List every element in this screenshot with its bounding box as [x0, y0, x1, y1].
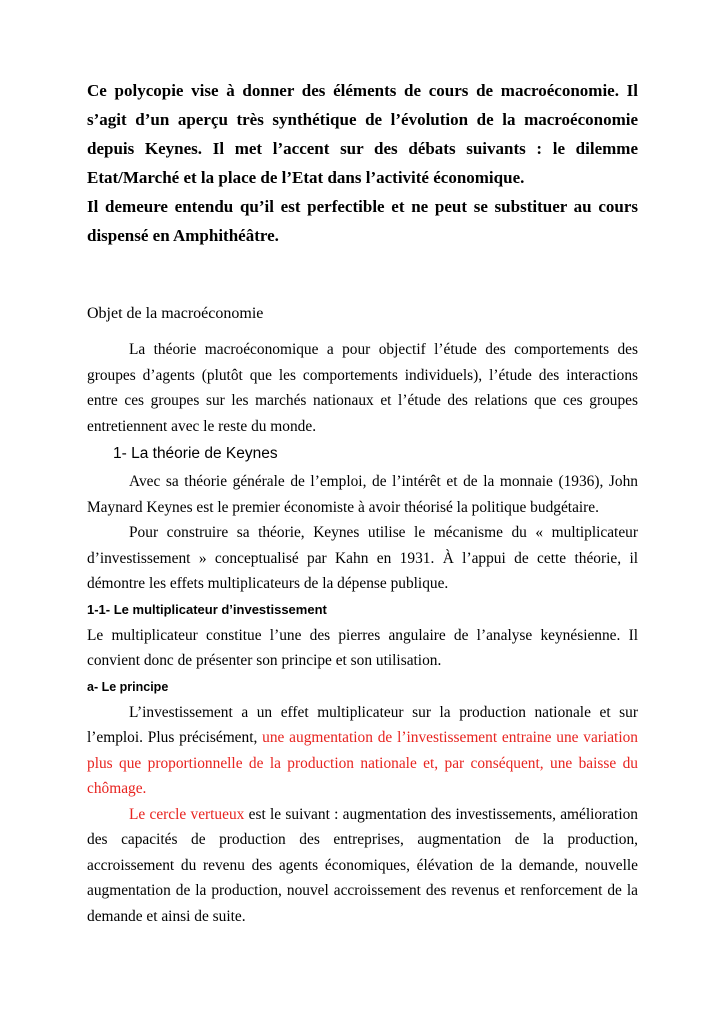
intro-paragraph-1: Ce polycopie vise à donner des éléments de cours de macroéconomie. Il s’agit d’un aperçu très synthétique de l’évolution de la macroéconomie depuis Keynes. Il met l’accent sur des débats suivants : le dilemme Etat/Marché et la place de l’Etat dans l’activité économique. [87, 81, 638, 187]
keynes-paragraph-2: Pour construire sa théorie, Keynes utilise le mécanisme du « multiplicateur d’investissement » conceptualisé par Kahn en 1931. À l’appui de cette théorie, il démontre les effets multiplicateurs de la dépense publique. [87, 524, 638, 592]
heading-multiplicateur: 1-1- Le multiplicateur d’investissement [87, 601, 327, 617]
objet-paragraph: La théorie macroéconomique a pour objectif l’étude des comportements des groupes d’agents (plutôt que les comportements individuels), l’étude des interactions entre ces groupes sur les marchés nationaux et l’étude des relations que ces groupes entretiennent avec le reste du monde. [87, 341, 638, 435]
principe-highlight-text: une augmentation de l’investissement entraine une variation plus que proportionnelle de la production nationale et, par conséquent, une baisse du chômage. [87, 729, 638, 797]
section-title-objet: Objet de la macroéconomie [87, 305, 264, 322]
intro-block [87, 76, 638, 250]
cercle-vertueux-highlight: Le cercle vertueux [129, 805, 245, 823]
principe-paragraph-1 [87, 700, 638, 802]
multiplicateur-paragraph: Le multiplicateur constitue l’une des pierres angulaire de l’analyse keynésienne. Il convient donc de présenter son principe et son utilisation. [87, 626, 638, 669]
principe-paragraph-2 [87, 802, 638, 930]
document-page [87, 76, 638, 929]
heading-keynes: 1- La théorie de Keynes [113, 445, 278, 462]
heading-principe: a- Le principe [87, 679, 169, 694]
principe-paragraph-2-text: est le suivant : augmentation des investissements, amélioration des capacités de production des entreprises, augmentation de la production, accroissement du revenu des agents économiques, élévation de la demande, nouvelle augmentation de la production, nouvel accroissement des revenus et renforcement de la demande et ainsi de suite. [87, 805, 639, 925]
keynes-paragraph-1: Avec sa théorie générale de l’emploi, de l’intérêt et de la monnaie (1936), John Maynard Keynes est le premier économiste à avoir théorisé la politique budgétaire. [87, 473, 638, 516]
principe-paragraph-1-text: L’investissement a un effet multiplicateur sur la production nationale et sur l’emploi. Plus précisément, [87, 703, 638, 746]
intro-paragraph-2: Il demeure entendu qu’il est perfectible et ne peut se substituer au cours dispensé en Amphithéâtre. [87, 197, 638, 245]
